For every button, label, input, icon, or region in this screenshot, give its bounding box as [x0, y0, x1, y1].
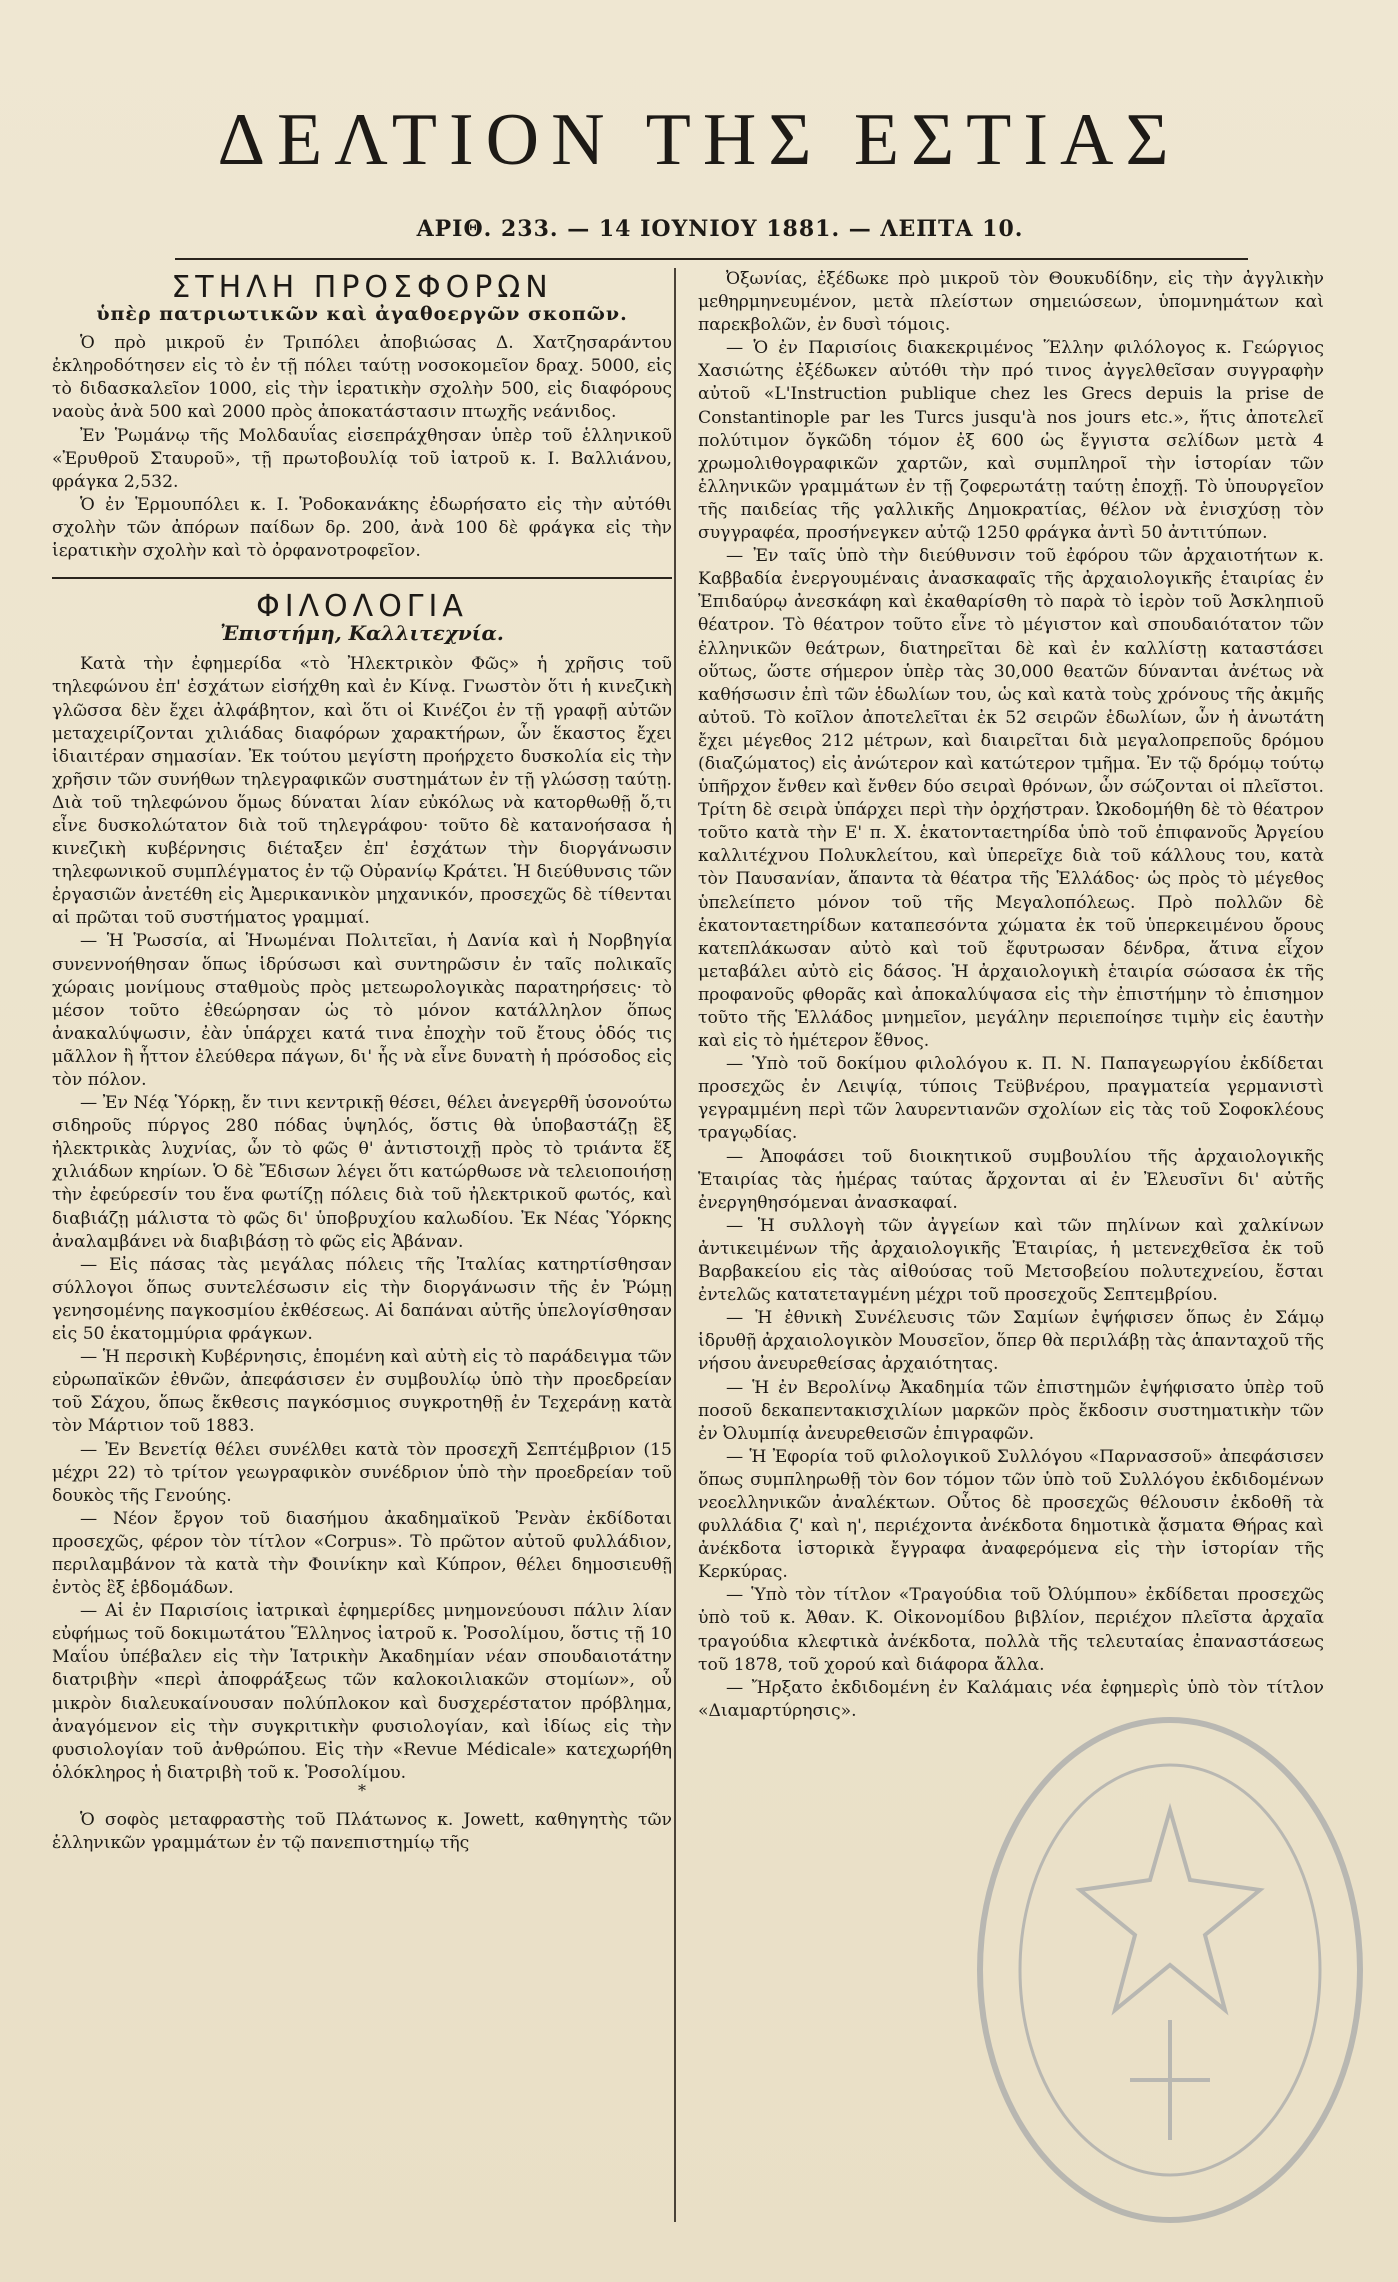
article-paragraph: — Ὑπὸ τὸν τίτλον «Τραγούδια τοῦ Ὀλύμπου» ἐκδίδεται προσεχῶς ὑπὸ τοῦ κ. Ἀθαν. Κ. Οἰκονομίδου βιβλίον, περιέχον πλεῖστα ἀρχαῖα τραγούδια κλεφτικὰ ἀνέκδοτα, πολλὰ τῆς τελευταίας ἐπαναστάσεως τοῦ 1878, τοῦ χορού καὶ διάφορα ἄλλα.	[698, 1585, 1324, 1675]
article-paragraph: Ἐν Ῥωμάνῳ τῆς Μολδαυΐας εἰσεπράχθησαν ὑπὲρ τοῦ ἑλληνικοῦ «Ἐρυθροῦ Σταυροῦ», τῇ πρωτοβουλίᾳ τοῦ ἰατροῦ κ. Ι. Βαλλιάνου, φράγκα 2,532.	[52, 425, 672, 492]
offerings-section-title: ΣΤΗΛΗ ΠΡΟΣΦΟΡΩΝ	[171, 270, 553, 305]
section-rule	[52, 577, 672, 579]
masthead-title: ΔΕΛΤΙΟΝ ΤΗΣ ΕΣΤΙΑΣ	[217, 99, 1181, 181]
article-paragraph: — Ὑπὸ τοῦ δοκίμου φιλολόγου κ. Π. Ν. Παπαγεωργίου ἐκδίδεται προσεχῶς ἐν Λειψίᾳ, τύποις Τεϋβνέρου, πραγματεία γερμανιστὶ γεγραμμένη περὶ τῶν λαυρεντιανῶν σχολίων εἰς τὰς τοῦ Σοφοκλέους τραγῳδίας.	[698, 1054, 1324, 1144]
left-column	[52, 268, 672, 2222]
article-paragraph: Ὁ ἐν Ἑρμουπόλει κ. Ι. Ῥοδοκανάκης ἐδωρήσατο εἰς τὴν αὐτόθι σχολὴν τῶν ἀπόρων παίδων δρ. 200, ἀνὰ 100 δὲ φράγκα εἰς τὴν ἱερατικὴν σχολὴν καὶ τὸ ὀρφανοτροφεῖον.	[52, 494, 672, 562]
philology-section-title: ΦΙΛΟΛΟΓΙΑ	[256, 589, 468, 625]
article-paragraph: Ὁ σοφὸς μεταφραστὴς τοῦ Πλάτωνος κ. Jowett, καθηγητὴς τῶν ἑλληνικῶν γραμμάτων ἐν τῷ πανεπιστημίῳ τῆς	[52, 1809, 672, 1853]
offerings-section-subtitle: ὑπὲρ πατριωτικῶν καὶ ἀγαθοεργῶν σκοπῶν.	[96, 303, 628, 326]
article-paragraph: — Ὁ ἐν Παρισίοις διακεκριμένος Ἕλλην φιλόλογος κ. Γεώργιος Χασιώτης ἐξέδωκεν αὐτόθι τὴν πρό τινος ἀγγελθεῖσαν συγγραφὴν αὐτοῦ «L'Instruction publique chez les Grecs depuis la prise de Constantinople par les Turcs jusqu'à nos jours etc.», ἥτις ἀποτελεῖ πολύτιμον ὄγκῶδη τόμον ἐξ 600 ὡς ἔγγιστα σελίδων μετὰ 4 χρωμολιθογραφικῶν χαρτῶν, καὶ συμπληροῖ τὴν ἱστορίαν τῶν ἑλληνικῶν γραμμάτων ἐν τῇ ζοφερωτάτῃ ταύτῃ ἐποχῇ. Τὸ ὑπουργεῖον τῆς παιδείας τῆς γαλλικῆς Δημοκρατίας, θέλον νὰ ἐνισχύσῃ τὸν συγγραφέα, προσήνεγκεν αὐτῷ 1250 φράγκα ἀντὶ 50 ἀντιτύπων.	[698, 338, 1324, 544]
header-rule	[175, 258, 1248, 260]
right-column	[698, 268, 1324, 2222]
philology-section-subtitle: Ἐπιστήμη, Καλλιτεχνία.	[220, 621, 504, 646]
article-paragraph: — Ἡ ἐθνικὴ Συνέλευσις τῶν Σαμίων ἐψήφισεν ὅπως ἐν Σάμῳ ἱδρυθῇ ἀρχαιολογικὸν Μουσεῖον, ὅπερ θὰ περιλάβῃ τὰς ἁπανταχοῦ τῆς νήσου ἀνευρεθείσας ἀρχαιότητας.	[698, 1308, 1324, 1375]
article-paragraph: Ὀξωνίας, ἐξέδωκε πρὸ μικροῦ τὸν Θουκυδίδην, εἰς τὴν ἀγγλικὴν μεθηρμηνευμένον, μετὰ πλείστων σημειώσεων, ὑπομνημάτων καὶ παρεκβολῶν, ἐν δυσὶ τόμοις.	[698, 269, 1324, 336]
article-paragraph: Ὁ πρὸ μικροῦ ἐν Τριπόλει ἀποβιώσας Δ. Χατζησαράντου ἐκληροδότησεν εἰς τὸ ἐν τῇ πόλει ταύτῃ νοσοκομεῖον δραχ. 5000, εἰς τὸ διδασκαλεῖον 1000, εἰς τὴν ἱερατικὴν σχολὴν 500, εἰς διαφόρους ναοὺς ἀνὰ 500 καὶ 2000 πρὸς ἀποκατάστασιν πτωχῆς νεάνιδος.	[52, 333, 672, 423]
separator-asterisk: *	[358, 1780, 366, 1800]
article-paragraph: Κατὰ τὴν ἐφημερίδα «τὸ Ἠλεκτρικὸν Φῶς» ἡ χρῆσις τοῦ τηλεφώνου ἐπ' ἐσχάτων εἰσήχθη καὶ ἐν Κίνᾳ. Γνωστὸν ὅτι ἡ κινεζικὴ γλῶσσα δὲν ἔχει ἀλφάβητον, καὶ ὅτι οἱ Κινέζοι ἐν τῇ γραφῇ αὐτῶν μεταχειρίζονται χιλιάδας διαφόρων χαρακτήρων, ὧν ἕκαστος ἔχει ἰδιαιτέραν σημασίαν. Ἐκ τούτου μεγίστη προήρχετο δυσκολία εἰς τὴν χρῆσιν τῶν συνήθων τηλεγραφικῶν συστημάτων ἐν τῇ γλώσσῃ ταύτῃ. Διὰ τοῦ τηλεφώνου ὅμως δύναται λίαν εὐκόλως νὰ κατορθωθῇ ὅ,τι εἶνε δυσκολώτατον διὰ τοῦ τηλεγράφου· τοῦτο δὲ κατανοήσασα ἡ κινεζικὴ κυβέρνησις διέταξεν ἐπ' ἐσχάτων τὴν διοργάνωσιν τηλεφωνικοῦ συμπλέγματος ἐν τῷ Οὐρανίῳ Κράτει. Ἡ διεύθυνσις τῶν ἐργασιῶν ἀνετέθη εἰς Ἀμερικανικὸν μηχανικόν, προσεχῶς δὲ τίθενται αἱ πρῶται τοῦ συστήματος γραμμαί.	[52, 654, 672, 929]
article-paragraph: — Νέον ἔργον τοῦ διασήμου ἀκαδημαϊκοῦ Ῥενὰν ἐκδίδοται προσεχῶς, φέρον τὸν τίτλον «Corpus». Τὸ πρῶτον αὐτοῦ φυλλάδιον, περιλαμβάνον τὰ κατὰ τὴν Φοινίκην καὶ Κύπρον, θέλει δημοσιευθῇ ἐντὸς ἓξ ἑβδομάδων.	[52, 1508, 672, 1599]
article-paragraph: — Ἡ ἐν Βερολίνῳ Ἀκαδημία τῶν ἐπιστημῶν ἐψήφισατο ὑπὲρ τοῦ ποσοῦ δεκαπεντακισχιλίων μαρκῶν πρὸς ἔκδοσιν συστηματικὴν τῶν ἐν Ὀλυμπίᾳ ἀνευρεθεισῶν ἐπιγραφῶν.	[698, 1377, 1324, 1444]
article-paragraph: — Ἡ περσικὴ Κυβέρνησις, ἑπομένη καὶ αὐτὴ εἰς τὸ παράδειγμα τῶν εὐρωπαϊκῶν ἐθνῶν, ἀπεφάσισεν ἐν συμβουλίῳ ὑπὸ τὴν προεδρείαν τοῦ Σάχου, ὅπως ἔκθεσις παγκόσμιος συγκροτηθῇ ἐν Τεχεράνῃ κατὰ τὸν Μάρτιον τοῦ 1883.	[52, 1347, 672, 1437]
column-divider	[674, 268, 676, 2222]
article-paragraph: — Ἀποφάσει τοῦ διοικητικοῦ συμβουλίου τῆς ἀρχαιολογικῆς Ἑταιρίας τὰς ἡμέρας ταύτας ἄρχονται αἱ ἐν Ἐλευσῖνι δι' αὐτῆς ἐνεργηθησόμεναι ἀνασκαφαί.	[698, 1146, 1324, 1213]
article-paragraph: — Ἐν Βενετίᾳ θέλει συνέλθει κατὰ τὸν προσεχῆ Σεπτέμβριον (15 μέχρι 22) τὸ τρίτον γεωγραφικὸν συνέδριον ὑπὸ τὴν προεδρείαν τοῦ δουκὸς τῆς Γενούης.	[52, 1439, 672, 1506]
article-paragraph: — Ἐν ταῖς ὑπὸ τὴν διεύθυνσιν τοῦ ἐφόρου τῶν ἀρχαιοτήτων κ. Καββαδία ἐνεργουμέναις ἀνασκαφαῖς τῆς ἀρχαιολογικῆς ἑταιρίας ἐν Ἐπιδαύρῳ ἀνεσκάφη καὶ ἐκαθαρίσθη τὸ παρὰ τὸ ἱερὸν τοῦ Ἀσκληπιοῦ θέατρον. Τὸ θέατρον τοῦτο εἶνε τὸ μέγιστον καὶ σπουδαιότατον τῶν ἑλληνικῶν θεάτρων, διατηρεῖται δὲ καὶ ἐν καλλίστῃ καταστάσει οὕτως, ὥστε σήμερον ὑπὲρ τὰς 30,000 θεατῶν δύνανται ἀνέτως νὰ καθήσωσιν ἐπὶ τῶν ἑδωλίων του, ὡς καὶ κατὰ τοὺς χρόνους τῆς ἀκμῆς αὐτοῦ. Τὸ κοῖλον ἀποτελεῖται ἐκ 52 σειρῶν ἑδωλίων, ὧν ἡ ἀνωτάτη ἔχει μέγεθος 212 μέτρων, καὶ διαιρεῖται διὰ μεγαλοπρεποῦς δρόμου (διαζώματος) εἰς ἀνώτερον καὶ κατώτερον τμῆμα. Ἐν τῷ δρόμῳ τούτῳ ὑπῆρχον ἔνθεν καὶ ἔνθεν δύο σειραὶ θρόνων, ὧν σώζονται οἱ πλεῖστοι. Τρίτη δὲ σειρὰ ὑπάρχει περὶ τὴν ὀρχήστραν. Ὠκοδομήθη δὲ τὸ θέατρον τοῦτο κατὰ τὴν Ε' π. Χ. ἑκατονταετηρίδα ὑπὸ τοῦ ἐπιφανοῦς Ἀργείου καλλιτέχνου Πολυκλείτου, καὶ ὑπερεῖχε διὰ τοῦ κάλλους του, κατὰ τὸν Παυσανίαν, ἅπαντα τὰ θέατρα τῆς Ἑλλάδος· ὡς πρὸς τὸ μέγεθος ὑπελείπετο μόνον τοῦ τῆς Μεγαλοπόλεως. Πρὸ πολλῶν δὲ ἑκατονταετηρίδων καταπεσόντα χώματα ἐκ τοῦ ὑπερκειμένου ὄρους κατεπλάκωσαν αὐτὸ καὶ τοῦ ἔφυτρωσαν δένδρα, ἅτινα εἶχον μεταβάλει αὐτὸ εἰς δάσος. Ἡ ἀρχαιολογικὴ ἑταιρία σώσασα ἐκ τῆς προφανοῦς φθορᾶς καὶ ἀποκαλύψασα εἰς τὴν ἐπιστήμην τὸ ἐπισημον τοῦτο τῆς Ἑλλάδος μνημεῖον, μεγάλην περιεποίησε τιμὴν εἰς ἑαυτὴν καὶ εἰς τὸ ἡμέτερον ἔθνος.	[698, 546, 1324, 1052]
issue-dateline: ΑΡΙΘ. 233. — 14 ΙΟΥΝΙΟΥ 1881. — ΛΕΠΤΑ 10.	[416, 216, 1024, 242]
article-paragraph: — Ἐν Νέᾳ Ὑόρκῃ, ἔν τινι κεντρικῇ θέσει, θέλει ἀνεγερθῆ ὑσονούτω σιδηροῦς πύργος 280 πόδας ὑψηλός, ὅστις θὰ ὑποβαστάζῃ ἓξ ἠλεκτρικὰς λυχνίας, ὧν τὸ φῶς θ' ἀντιστοιχῇ πρὸς τὸ τριάντα ἕξ χιλιάδων κηρίων. Ὁ δὲ Ἔδισων λέγει ὅτι κατώρθωσε νὰ τελειοποιήσῃ τὴν ἐφεύρεσίν του ἕνα φωτίζῃ πόλεις διὰ τοῦ ἠλεκτρικοῦ φωτός, καὶ διαβιάζῃ μάλιστα τὸ φῶς δι' ὑποβρυχίου καλωδίου. Ἐκ Νέας Ὑόρκης ἀναλαμβάνει νὰ διαβιβάσῃ τὸ φῶς εἰς Ἀβάναν.	[52, 1093, 672, 1252]
article-paragraph: — Ἡ Ῥωσσία, αἱ Ἡνωμέναι Πολιτεῖαι, ἡ Δανία καὶ ἡ Νορβηγία συνεννοήθησαν ὅπως ἱδρύσωσι καὶ συντηρῶσιν ἐν ταῖς πολικαῖς χώραις μονίμους σταθμοὺς πρὸς μετεωρολογικὰς παρατηρήσεις· τὸ μέσον τοῦτο ἐθεώρησαν ὡς τὸ μόνον κατάλληλον ὅπως ἀνακαλύψωσιν, ἐὰν ὑπάρχει κατά τινα ἐποχὴν τοῦ ἔτους ὁδός τις μᾶλλον ἢ ἧττον ἐλεύθερα πάγων, δι' ἧς νὰ εἶνε δυνατὴ ἡ πρόσοδος εἰς τὸν πόλον.	[52, 931, 672, 1090]
article-paragraph: — Ἤρξατο ἐκδιδομένη ἐν Καλάμαις νέα ἐφημερὶς ὑπὸ τὸν τίτλον «Διαμαρτύρησις».	[698, 1677, 1324, 1721]
article-paragraph: — Ἡ συλλογὴ τῶν ἀγγείων καὶ τῶν πηλίνων καὶ χαλκίνων ἀντικειμένων τῆς ἀρχαιολογικῆς Ἑταιρίας, ἡ μετενεχθεῖσα ἐκ τοῦ Βαρβακείου εἰς τὰς αἰθούσας τοῦ Μετσοβείου πολυτεχνείου, ἔσται ἐντελῶς κατατεταγμένη μέχρι τοῦ προσεχοῦς Σεπτεμβρίου.	[698, 1215, 1324, 1306]
article-paragraph: — Αἱ ἐν Παρισίοις ἰατρικαὶ ἐφημερίδες μνημονεύουσι πάλιν λίαν εὐφήμως τοῦ δοκιμωτάτου Ἕλληνος ἰατροῦ κ. Ῥοσολίμου, ὅστις τῇ 10 Μαΐου ὑπέβαλεν εἰς τὴν Ἰατρικὴν Ἀκαδημίαν νέαν σπουδαιοτάτην διατριβὴν «περὶ ἀποφράξεως τῶν καλοκοιλιακῶν στομίων», οὗ μικρὸν διαλευκαίνουσαν πολύπλοκον καὶ δυσχερέστατον πρόβλημα, ἀναγόμενον εἰς τὴν συγκριτικὴν φυσιολογίαν, καὶ ἰδίως εἰς τὴν φυσιολογίαν τοῦ ἀνθρώπου. Εἰς τὴν «Revue Médicale» κατεχωρήθη ὁλόκληρος ἡ διατριβὴ τοῦ κ. Ῥοσολίμου.	[52, 1601, 672, 1783]
article-paragraph: — Εἰς πάσας τὰς μεγάλας πόλεις τῆς Ἰταλίας κατηρτίσθησαν σύλλογοι ὅπως συντελέσωσιν εἰς τὴν διοργάνωσιν τῆς ἐν Ῥώμῃ γενησομένης παγκοσμίου ἐκθέσεως. Αἱ δαπάναι αὐτῆς ὑπελογίσθησαν εἰς 50 ἑκατομμύρια φράγκων.	[52, 1254, 672, 1345]
article-paragraph: — Ἡ Ἐφορία τοῦ φιλολογικοῦ Συλλόγου «Παρνασσοῦ» ἀπεφάσισεν ὅπως συμπληρωθῇ τὸν 6ον τόμον τῶν ὑπὸ τοῦ Συλλόγου ἐκδιδομένων νεοελληνικῶν ἀναλέκτων. Οὗτος δὲ προσεχῶς θέλουσιν ἐκδοθῆ τὰ φυλλάδια ζ' καὶ η', περιέχοντα ἀνέκδοτα δημοτικὰ ᾄσματα Θήρας καὶ ἀνέκδοτα ἱστορικὰ ἔγγραφα ἀναφερόμενα εἰς τὴν ἱστορίαν τῆς Κερκύρας.	[698, 1446, 1324, 1583]
